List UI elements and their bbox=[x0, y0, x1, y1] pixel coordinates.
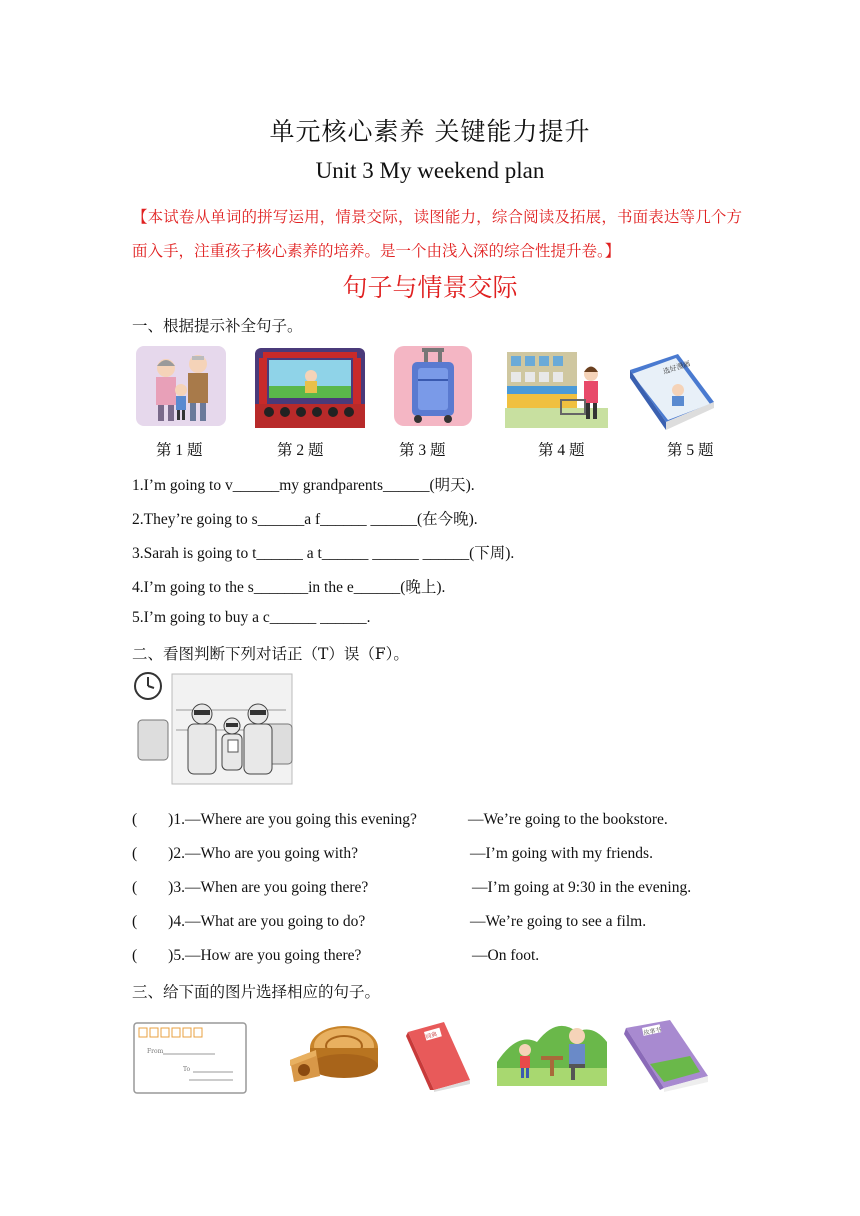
postcard-from-label: From bbox=[147, 1048, 164, 1055]
story-book-label: 故事书 bbox=[642, 1026, 663, 1037]
caption-5: 第 5 题 bbox=[667, 442, 714, 459]
caption-4: 第 4 题 bbox=[538, 442, 585, 459]
comic-book-label: 选好漫画 bbox=[662, 359, 692, 376]
fill-in-item-2: 2.They’re going to s______a f______ ______(在今晚). bbox=[132, 511, 478, 528]
comic-book-picture bbox=[628, 352, 716, 432]
fill-in-item-5: 5.I’m going to buy a c______ ______. bbox=[132, 609, 371, 626]
caption-2: 第 2 题 bbox=[277, 442, 324, 459]
park-picture bbox=[497, 1022, 607, 1086]
tf-answer-5: —On foot. bbox=[472, 947, 540, 964]
supermarket-picture bbox=[505, 346, 608, 428]
dictionary-label: 词典 bbox=[424, 1030, 439, 1041]
family-picture bbox=[136, 346, 226, 426]
mooncake-picture bbox=[286, 1020, 382, 1090]
tf-question-4: ( )4.—What are you going to do? bbox=[132, 913, 366, 930]
tf-question-5: ( )5.—How are you going there? bbox=[132, 947, 362, 964]
fill-in-item-4: 4.I’m going to the s_______in the e______(晚上). bbox=[132, 579, 446, 596]
part3-heading: 三、给下面的图片选择相应的句子。 bbox=[132, 983, 381, 1001]
part1-heading: 一、根据提示补全句子。 bbox=[132, 317, 303, 335]
story-book-picture bbox=[620, 1020, 712, 1092]
tf-answer-3: —I’m going at 9:30 in the evening. bbox=[472, 879, 692, 896]
fill-in-item-1: 1.I’m going to v______my grandparents______(明天). bbox=[132, 477, 475, 494]
tf-answer-1: —We’re going to the bookstore. bbox=[468, 811, 668, 828]
tf-question-2: ( )2.—Who are you going with? bbox=[132, 845, 358, 862]
page-title: 单元核心素养 关键能力提升 bbox=[269, 117, 591, 146]
unit-subtitle: Unit 3 My weekend plan bbox=[315, 158, 545, 183]
dictionary-picture bbox=[404, 1020, 474, 1092]
suitcase-picture bbox=[394, 346, 472, 426]
tf-question-3: ( )3.—When are you going there? bbox=[132, 879, 369, 896]
postcard-picture bbox=[133, 1022, 247, 1094]
part2-heading: 二、看图判断下列对话正（T）误（F）。 bbox=[132, 645, 409, 663]
caption-1: 第 1 题 bbox=[156, 442, 203, 459]
tf-question-1: ( )1.—Where are you going this evening? bbox=[132, 811, 417, 828]
tf-answer-2: —I’m going with my friends. bbox=[470, 845, 653, 862]
intro-text: 【本试卷从单词的拼写运用，情景交际，读图能力，综合阅读及拓展，书面表达等几个方面入手，注重孩子核心素养的培养。是一个由浅入深的综合性提升卷。】 bbox=[132, 208, 742, 260]
cinema-sketch-picture bbox=[132, 670, 296, 792]
section-heading: 句子与情景交际 bbox=[342, 273, 518, 302]
postcard-to-label: To bbox=[183, 1066, 191, 1073]
tf-answer-4: —We’re going to see a film. bbox=[470, 913, 647, 930]
caption-3: 第 3 题 bbox=[399, 442, 446, 459]
fill-in-item-3: 3.Sarah is going to t______ a t______ ______ ______(下周). bbox=[132, 545, 515, 562]
cinema-picture bbox=[255, 348, 365, 428]
